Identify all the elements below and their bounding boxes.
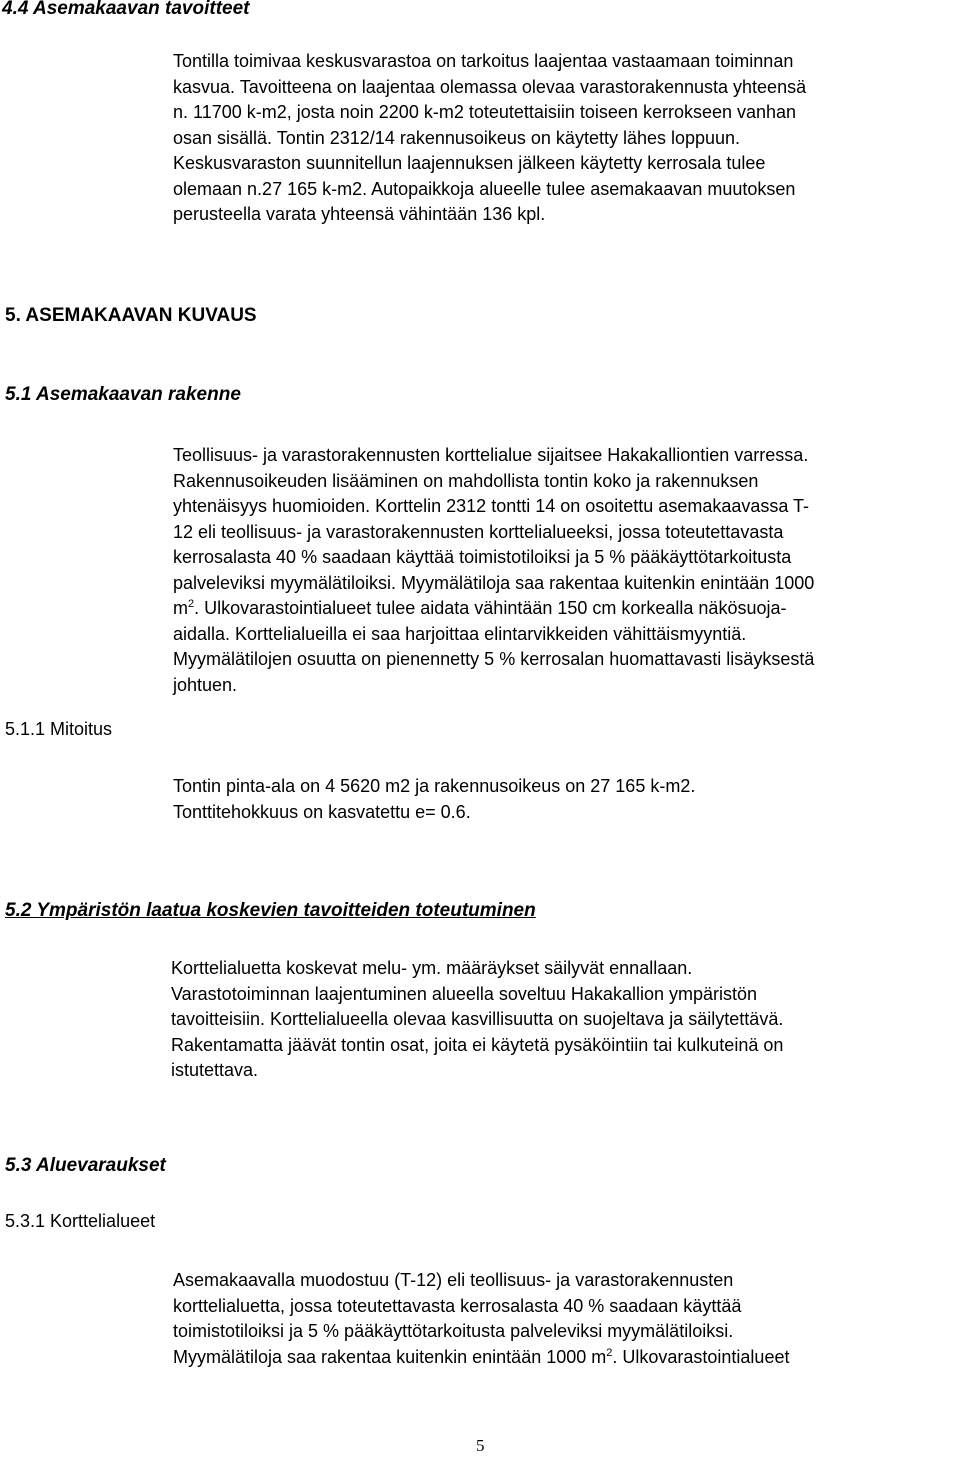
paragraph-line: osan sisällä. Tontin 2312/14 rakennusoikeus on käytetty lähes loppuun. [173, 127, 741, 148]
paragraph-line: yhtenäisyys huomioiden. Korttelin 2312 tontti 14 on osoitettu asemakaavassa T- [173, 496, 810, 516]
paragraph-line: Rakentamatta jäävät tontin osat, joita ei käytetä pysäköintiin tai kulkuteinä on [171, 1034, 784, 1055]
paragraph-line: olemaan n.27 165 k-m2. Autopaikkoja alueelle tulee asemakaavan muutoksen [173, 178, 796, 199]
paragraph-line: Teollisuus- ja varastorakennusten korttelialue sijaitsee Hakakalliontien varressa. [173, 445, 809, 465]
paragraph-line: korttelialuetta, jossa toteutettavasta kerrosalasta 40 % saadaan käyttää [173, 1295, 742, 1316]
paragraph-line: Keskusvaraston suunnitellun laajennuksen jälkeen käytetty kerrosala tulee [173, 153, 766, 173]
blocks-paragraph [173, 1268, 789, 1370]
text-fragment: m [173, 598, 188, 618]
text-fragment: . Ulkovarastointialueet [612, 1346, 790, 1367]
environment-paragraph [171, 956, 783, 1084]
paragraph-line: johtuen. [173, 674, 238, 695]
paragraph-line: kerrosalasta 40 % saadaan käyttää toimistotiloiksi ja 5 % pääkäyttötarkoitusta [173, 547, 792, 567]
paragraph-line: aidalla. Korttelialueilla ei saa harjoittaa elintarvikkeiden vähittäismyyntiä. [173, 623, 747, 644]
heading-5: 5. ASEMAKAAVAN KUVAUS [5, 305, 257, 326]
paragraph-line: Korttelialuetta koskevat melu- ym. määräykset säilyvät ennallaan. [171, 958, 693, 978]
paragraph-line: n. 11700 k-m2, josta noin 2200 k-m2 toteutettaisiin toiseen kerrokseen vanhan [173, 102, 797, 122]
paragraph-line: Tontin pinta-ala on 4 5620 m2 ja rakennusoikeus on 27 165 k-m2. [173, 776, 696, 796]
text-fragment: . Ulkovarastointialueet tulee aidata vähintään 150 cm korkealla näkösuoja- [194, 598, 787, 618]
superscript: 2 [606, 1346, 613, 1359]
goals-paragraph [173, 49, 806, 228]
structure-paragraph [173, 443, 814, 698]
heading-5-1-1: 5.1.1 Mitoitus [5, 719, 113, 739]
heading-5-1: 5.1 Asemakaavan rakenne [5, 384, 241, 405]
paragraph-line [173, 1345, 789, 1371]
paragraph-line: tavoitteisiin. Korttelialueella olevaa kasvillisuutta on suojeltava ja säilytettävä. [171, 1009, 784, 1029]
heading-5-3: 5.3 Aluevaraukset [5, 1155, 166, 1176]
paragraph-line: Myymälätilojen osuutta on pienennetty 5 % kerrosalan huomattavasti lisäyksestä [173, 649, 815, 669]
heading-4-4: 4.4 Asemakaavan tavoitteet [2, 0, 250, 19]
sizing-paragraph [173, 774, 695, 825]
paragraph-line: Varastotoiminnan laajentuminen alueella soveltuu Hakakallion ympäristön [171, 983, 758, 1004]
heading-5-2: 5.2 Ympäristön laatua koskevien tavoitteiden toteutuminen [5, 900, 536, 921]
superscript: 2 [188, 598, 195, 610]
paragraph-line [173, 596, 814, 622]
paragraph-line: Tontilla toimivaa keskusvarastoa on tarkoitus laajentaa vastaamaan toiminnan [173, 51, 794, 71]
paragraph-line: Tonttitehokkuus on kasvatettu e= 0.6. [173, 801, 471, 822]
paragraph-line: 12 eli teollisuus- ja varastorakennusten korttelialueeksi, jossa toteutettavasta [173, 521, 784, 542]
paragraph-line: toimistotiloiksi ja 5 % pääkäyttötarkoitusta palveleviksi myymälätiloiksi. [173, 1321, 734, 1341]
paragraph-line: palveleviksi myymälätiloiksi. Myymälätiloja saa rakentaa kuitenkin enintään 1000 [173, 572, 815, 593]
paragraph-line: Asemakaavalla muodostuu (T-12) eli teollisuus- ja varastorakennusten [173, 1270, 734, 1290]
heading-5-3-1: 5.3.1 Korttelialueet [5, 1211, 156, 1231]
page-number: 5 [476, 1436, 485, 1455]
paragraph-line: istutettava. [171, 1060, 259, 1080]
paragraph-line: Rakennusoikeuden lisääminen on mahdollista tontin koko ja rakennuksen [173, 470, 759, 491]
paragraph-line: kasvua. Tavoitteena on laajentaa olemassa olevaa varastorakennusta yhteensä [173, 76, 807, 97]
paragraph-line: perusteella varata yhteensä vähintään 136 kpl. [173, 204, 546, 224]
text-fragment: Myymälätiloja saa rakentaa kuitenkin enintään 1000 m [173, 1346, 607, 1367]
